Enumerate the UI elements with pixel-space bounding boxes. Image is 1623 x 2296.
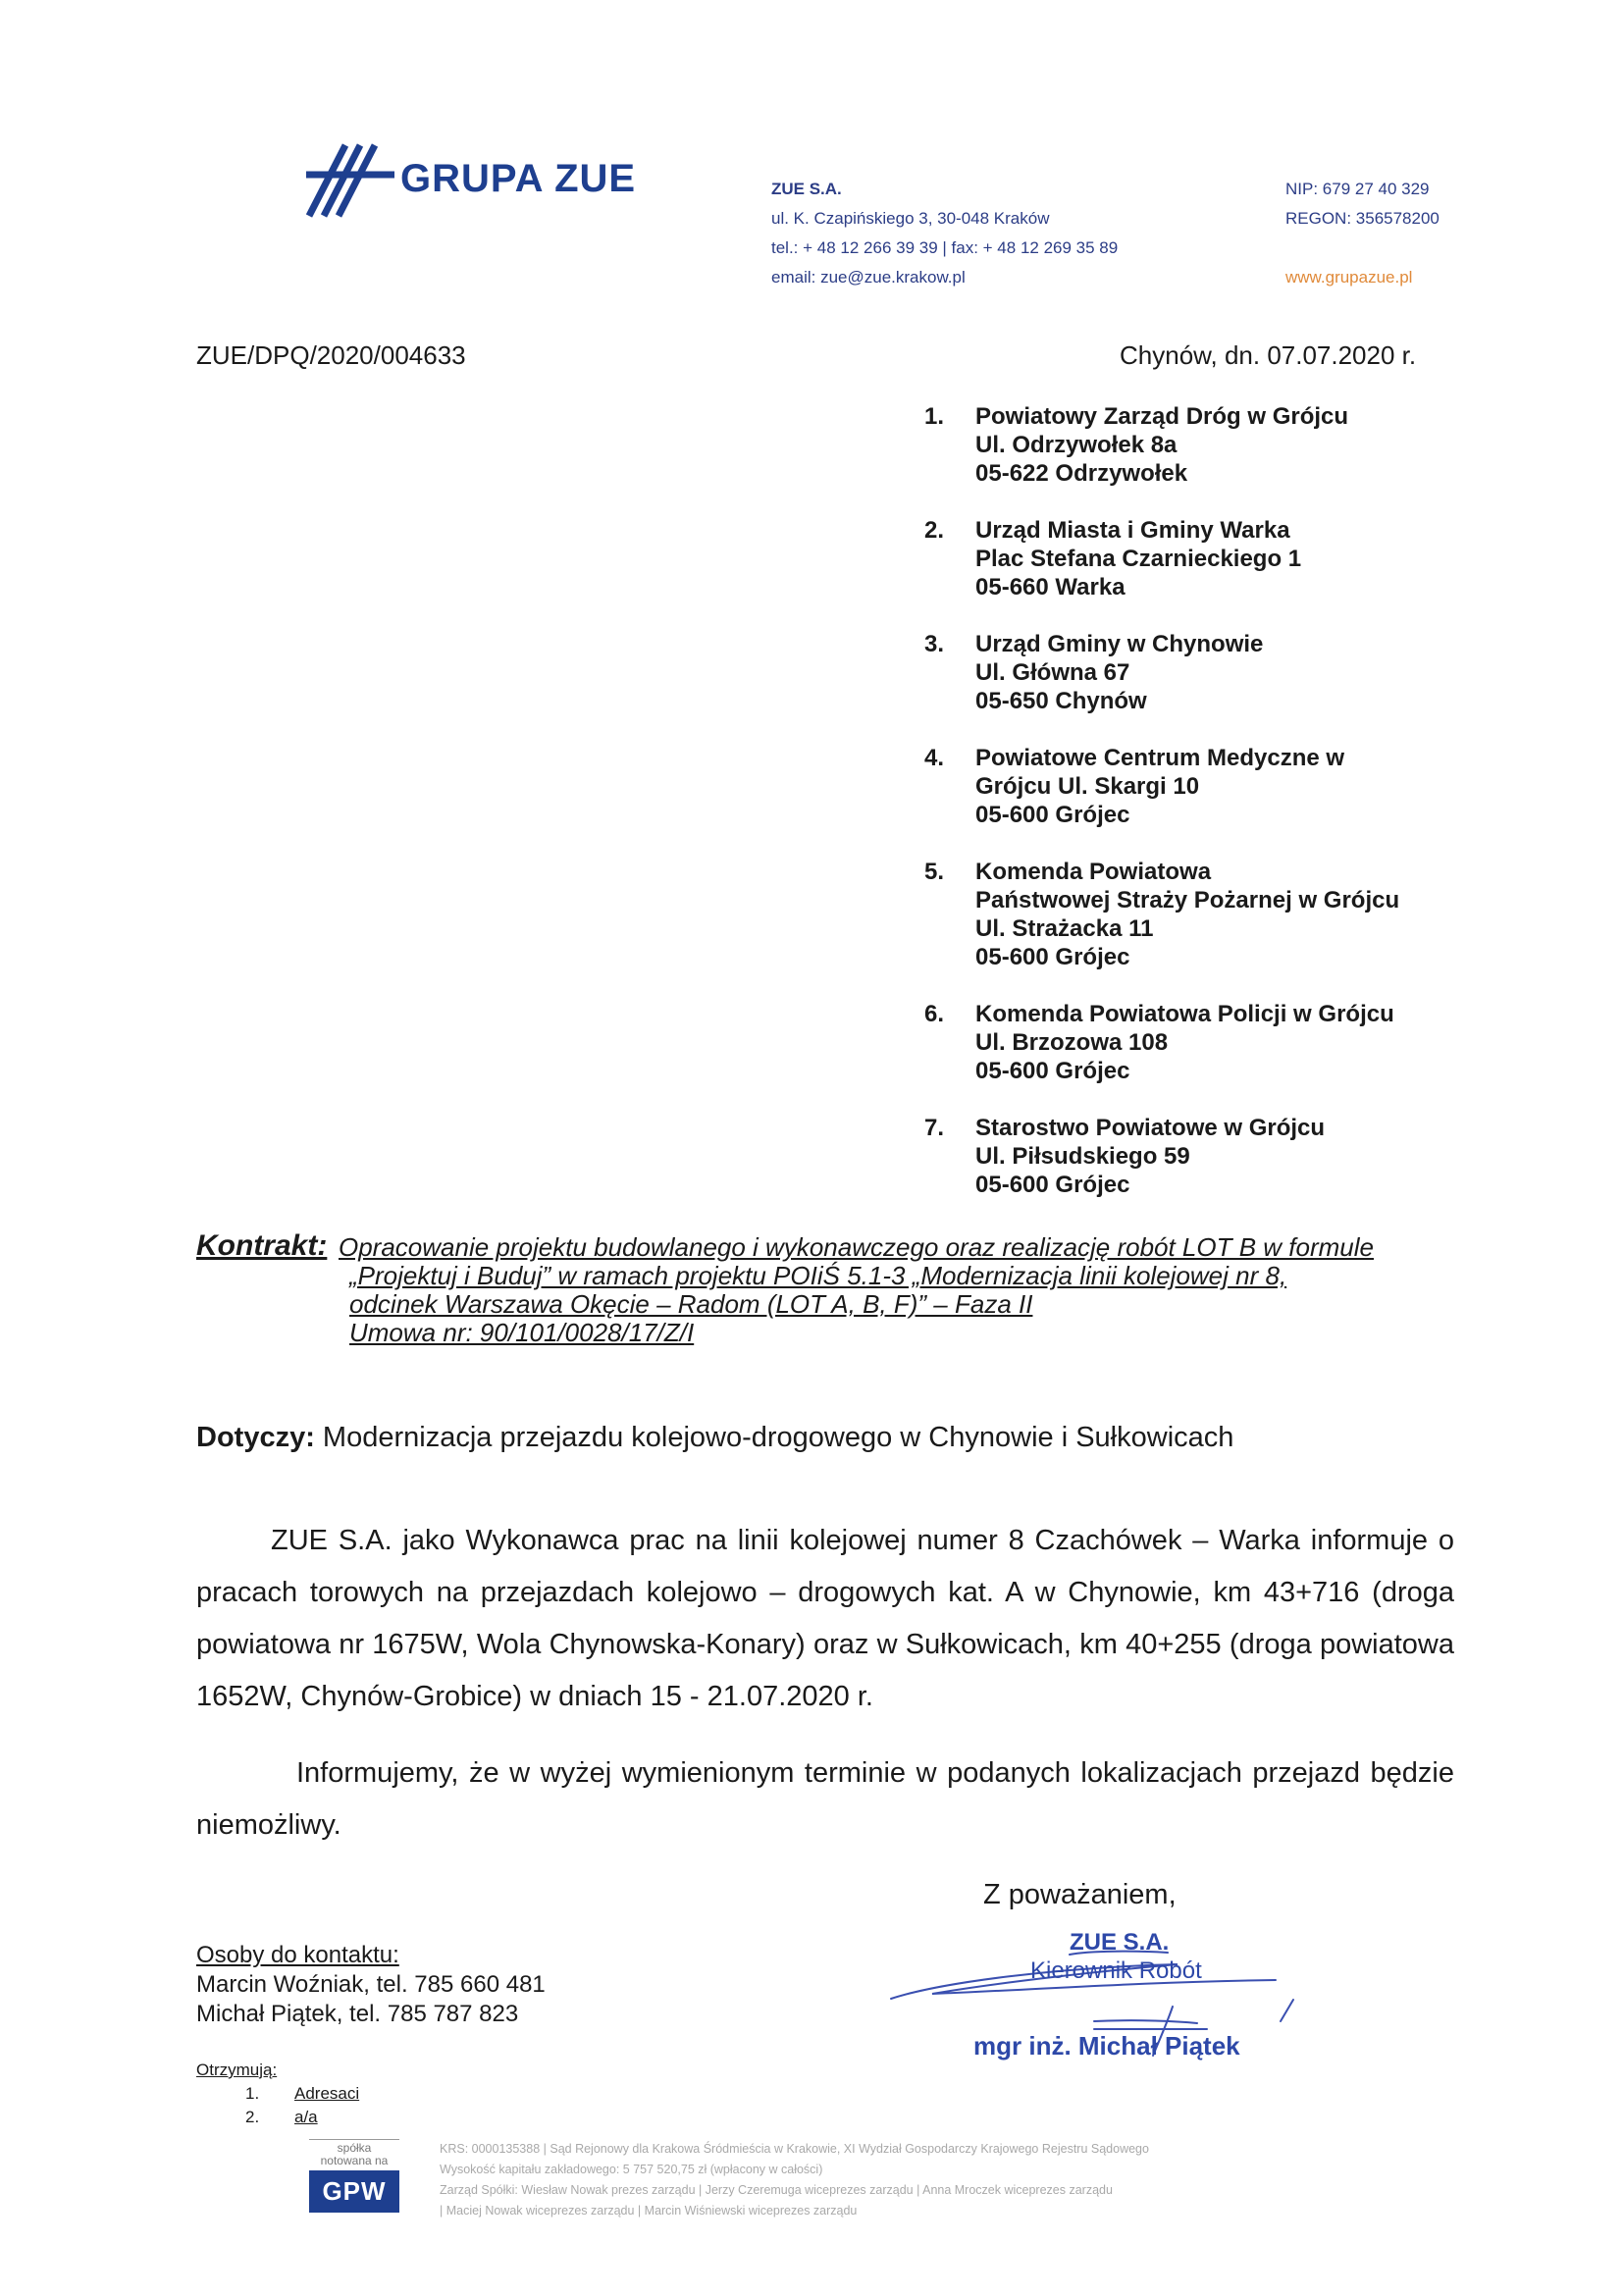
distribution-number: 2. bbox=[245, 2108, 260, 2126]
company-ids bbox=[1285, 175, 1440, 292]
stamp-company: ZUE S.A. bbox=[1070, 1929, 1170, 1956]
recipient-line: 05-600 Grójec bbox=[975, 1058, 1130, 1084]
gpw-badge bbox=[309, 2139, 399, 2213]
recipient-item bbox=[924, 1114, 1513, 1199]
recipient-line: Urząd Miasta i Gminy Warka bbox=[975, 517, 1290, 544]
recipient-line: Ul. Odrzywołek 8a bbox=[975, 432, 1178, 458]
recipient-line: 05-622 Odrzywołek bbox=[975, 460, 1188, 487]
nip-number: NIP: 679 27 40 329 bbox=[1285, 180, 1430, 198]
contract-label: Kontrakt: bbox=[196, 1229, 328, 1262]
regon-number: REGON: 356578200 bbox=[1285, 209, 1440, 228]
distribution-item bbox=[196, 2082, 359, 2106]
recipient-number: 5. bbox=[924, 859, 945, 885]
recipient-number: 3. bbox=[924, 631, 945, 657]
recipient-line: Ul. Główna 67 bbox=[975, 659, 1130, 686]
recipient-line: Ul. Strażacka 11 bbox=[975, 915, 1154, 942]
website-link[interactable]: www.grupazue.pl bbox=[1285, 268, 1413, 287]
contract-line: „Projektuj i Buduj” w ramach projektu POIiŚ 5.1-3 „Modernizacja linii kolejowej nr 8, bbox=[349, 1261, 1287, 1290]
legal-line: | Maciej Nowak wiceprezes zarządu | Marcin Wiśniewski wiceprezes zarządu bbox=[440, 2204, 858, 2218]
recipient-line: Powiatowe Centrum Medyczne w bbox=[975, 745, 1345, 771]
closing-regards: Z poważaniem, bbox=[983, 1879, 1177, 1910]
legal-line: Zarząd Spółki: Wiesław Nowak prezes zarządu | Jerzy Czeremuga wiceprezes zarządu | Anna Mroczek wiceprezes zarządu bbox=[440, 2183, 1113, 2197]
recipient-item bbox=[924, 516, 1513, 601]
company-address: ul. K. Czapińskiego 3, 30-048 Kraków bbox=[771, 209, 1050, 228]
legal-line: KRS: 0000135388 | Sąd Rejonowy dla Krakowa Śródmieścia w Krakowie, XI Wydział Gospodarczy Krajowego Rejestru Sądowego bbox=[440, 2142, 1149, 2156]
distribution-text: a/a bbox=[294, 2108, 318, 2126]
distribution-text: Adresaci bbox=[294, 2084, 360, 2103]
place-date: Chynów, dn. 07.07.2020 r. bbox=[1120, 340, 1417, 370]
recipient-line: 05-650 Chynów bbox=[975, 688, 1147, 714]
recipient-item bbox=[924, 630, 1513, 715]
recipient-line: Komenda Powiatowa Policji w Grójcu bbox=[975, 1001, 1394, 1027]
recipient-line: Ul. Brzozowa 108 bbox=[975, 1029, 1169, 1056]
gpw-caption-line: notowana na bbox=[320, 2154, 389, 2167]
recipient-line: Urząd Gminy w Chynowie bbox=[975, 631, 1264, 657]
legal-line: Wysokość kapitału zakładowego: 5 757 520,75 zł (wpłacony w całości) bbox=[440, 2163, 823, 2176]
distribution-heading: Otrzymują: bbox=[196, 2061, 278, 2079]
distribution-item bbox=[196, 2106, 359, 2129]
recipient-line: Plac Stefana Czarnieckiego 1 bbox=[975, 546, 1302, 572]
contact-person: Michał Piątek, tel. 785 787 823 bbox=[196, 2001, 519, 2027]
distribution-number: 1. bbox=[245, 2084, 260, 2103]
recipient-item bbox=[924, 1000, 1513, 1085]
recipient-number: 2. bbox=[924, 517, 945, 544]
recipient-line: Grójcu Ul. Skargi 10 bbox=[975, 773, 1200, 800]
gpw-caption bbox=[309, 2142, 399, 2167]
contract-number: Umowa nr: 90/101/0028/17/Z/I bbox=[349, 1318, 695, 1347]
subject-label: Dotyczy: bbox=[196, 1422, 315, 1453]
recipient-line: 05-660 Warka bbox=[975, 574, 1126, 600]
contract-line: Opracowanie projektu budowlanego i wykonawczego oraz realizację robót LOT B w formule bbox=[339, 1232, 1374, 1262]
legal-footer bbox=[440, 2139, 1323, 2221]
recipient-line: 05-600 Grójec bbox=[975, 802, 1130, 828]
company-name: ZUE S.A. bbox=[771, 180, 842, 198]
recipient-line: Państwowej Straży Pożarnej w Grójcu bbox=[975, 887, 1400, 913]
body-paragraph bbox=[196, 1515, 1454, 1723]
recipient-number: 7. bbox=[924, 1115, 945, 1141]
company-email[interactable]: email: zue@zue.krakow.pl bbox=[771, 268, 966, 287]
body-paragraph bbox=[196, 1748, 1454, 1852]
recipient-line: Komenda Powiatowa bbox=[975, 859, 1212, 885]
recipient-item bbox=[924, 402, 1513, 488]
subject-text: Modernizacja przejazdu kolejowo-drogowego w Chynowie i Sułkowicach bbox=[322, 1422, 1234, 1453]
recipient-line: Starostwo Powiatowe w Grójcu bbox=[975, 1115, 1326, 1141]
recipient-number: 6. bbox=[924, 1001, 945, 1027]
recipient-line: 05-600 Grójec bbox=[975, 1172, 1130, 1198]
recipients-list bbox=[924, 402, 1513, 1227]
recipient-line: Powiatowy Zarząd Dróg w Grójcu bbox=[975, 403, 1349, 430]
recipient-item bbox=[924, 858, 1513, 971]
distribution-list bbox=[196, 2059, 359, 2129]
subject-line bbox=[196, 1422, 1233, 1454]
recipient-item bbox=[924, 744, 1513, 829]
recipient-line: Ul. Piłsudskiego 59 bbox=[975, 1143, 1190, 1170]
recipient-line: 05-600 Grójec bbox=[975, 944, 1130, 970]
contract-line: odcinek Warszawa Okęcie – Radom (LOT A, B, F)” – Faza II bbox=[349, 1289, 1033, 1319]
recipient-number: 4. bbox=[924, 745, 945, 771]
gpw-caption-line: spółka bbox=[337, 2141, 372, 2155]
contract-block bbox=[196, 1229, 1472, 1347]
contact-persons bbox=[196, 1941, 546, 2029]
reference-number: ZUE/DPQ/2020/004633 bbox=[196, 340, 466, 370]
stamp-title: Kierownik Robót bbox=[1030, 1957, 1202, 1984]
logo-text: GRUPA ZUE bbox=[400, 157, 637, 200]
paragraph-text: ZUE S.A. jako Wykonawca prac na linii kolejowej numer 8 Czachówek – Warka informuje o pracach torowych na przejazdach kolejowo – drogowych kat. A w Chynowie, km 43+716 (droga powiatowa nr 1675W, Wola Chynowska-Konary) oraz w Sułkowicach, km 40+255 (droga powiatowa 1652W, Chynów-Grobice) w dniach 15 - 21.07.2020 r. bbox=[196, 1525, 1454, 1712]
company-info bbox=[771, 175, 1118, 292]
contact-person: Marcin Woźniak, tel. 785 660 481 bbox=[196, 1971, 546, 1998]
paragraph-text: Informujemy, że w wyżej wymienionym terminie w podanych lokalizacjach przejazd będzie niemożliwy. bbox=[196, 1757, 1454, 1841]
company-phone-fax: tel.: + 48 12 266 39 39 | fax: + 48 12 269 35 89 bbox=[771, 238, 1119, 257]
contacts-heading: Osoby do kontaktu: bbox=[196, 1942, 399, 1968]
recipient-number: 1. bbox=[924, 403, 945, 430]
stamp-name: mgr inż. Michał Piątek bbox=[973, 2031, 1240, 2061]
gpw-logo-icon: GPW bbox=[309, 2170, 399, 2213]
